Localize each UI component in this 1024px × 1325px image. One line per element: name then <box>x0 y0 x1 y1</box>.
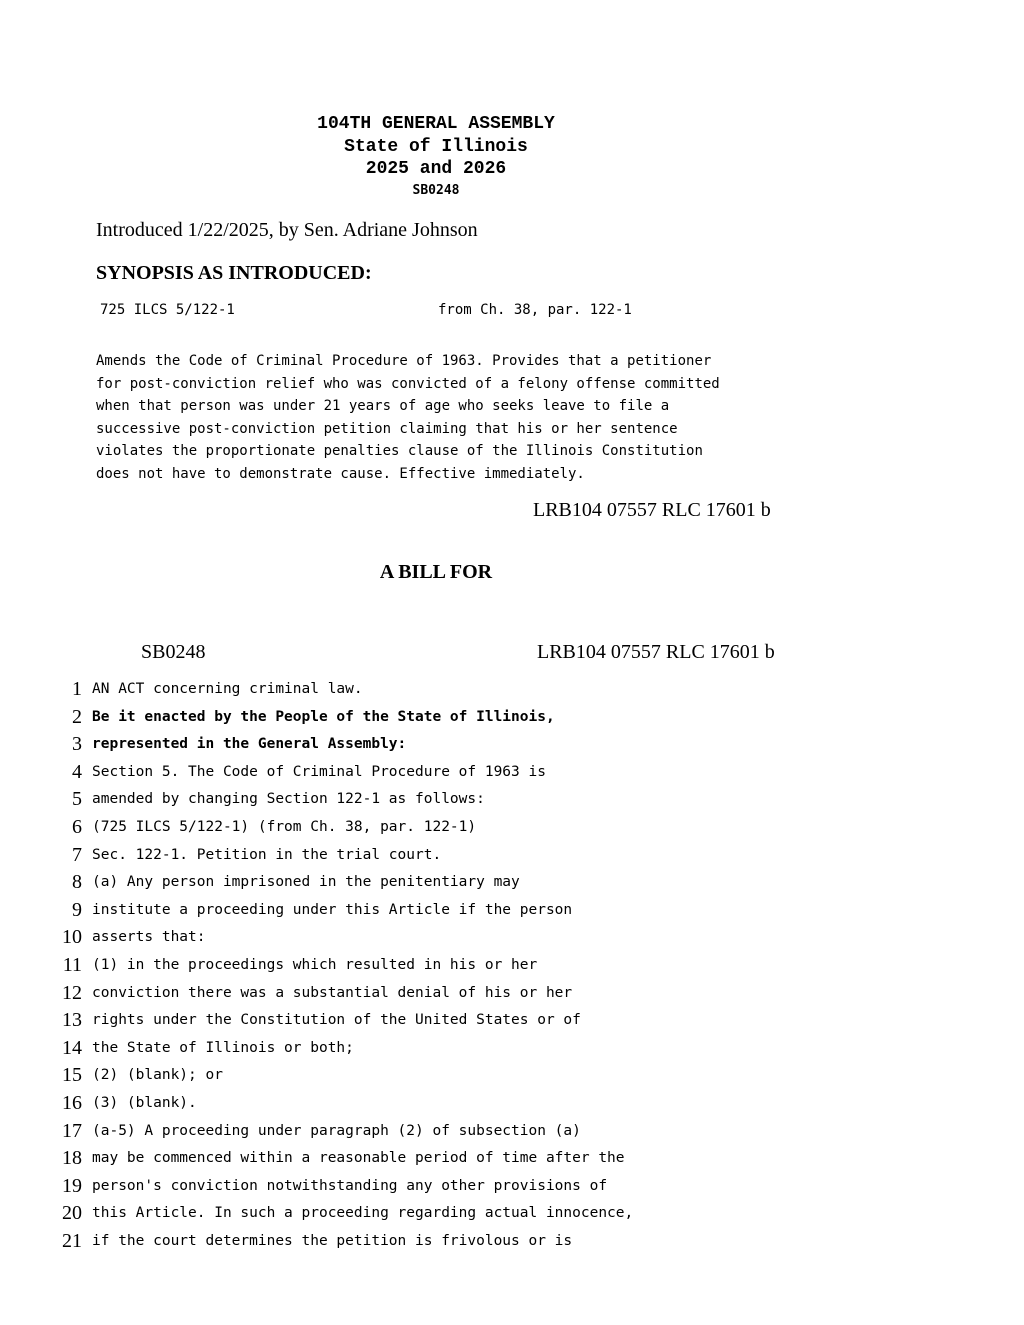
bill-line: Be it enacted by the People of the State of Illinois, <box>92 708 555 725</box>
introduced-line: Introduced 1/22/2025, by Sen. Adriane Johnson <box>96 219 478 241</box>
page-header-lrb: LRB104 07557 RLC 17601 b <box>537 641 775 663</box>
line-number: 16 <box>62 1092 82 1114</box>
bill-line: (a) Any person imprisoned in the penitentiary may <box>92 874 520 891</box>
synopsis-line: when that person was under 21 years of age who seeks leave to file a <box>96 398 670 414</box>
bill-line: amended by changing Section 122-1 as follows: <box>92 791 485 808</box>
bill-line: Section 5. The Code of Criminal Procedure of 1963 is <box>92 763 546 780</box>
bill-for-heading: A BILL FOR <box>379 561 493 583</box>
line-number: 13 <box>62 1009 82 1032</box>
page-header-bill: SB0248 <box>141 641 206 663</box>
bill-line: rights under the Constitution of the United States or of <box>92 1012 581 1029</box>
synopsis-title: SYNOPSIS AS INTRODUCED: <box>96 262 372 284</box>
bill-line: conviction there was a substantial denial of his or her <box>92 984 573 1001</box>
synopsis-line: does not have to demonstrate cause. Effective immediately. <box>96 466 585 482</box>
line-number: 11 <box>62 954 82 976</box>
line-number: 10 <box>62 926 82 949</box>
bill-line: AN ACT concerning criminal law. <box>92 681 363 697</box>
bill-number: SB0248 <box>412 183 460 198</box>
bill-line: if the court determines the petition is frivolous or is <box>92 1233 573 1249</box>
bill-line: the State of Illinois or both; <box>92 1039 354 1056</box>
line-number: 20 <box>62 1202 82 1225</box>
line-number: 2 <box>72 705 82 728</box>
line-number: 3 <box>72 733 82 756</box>
line-number: 4 <box>72 760 82 783</box>
synopsis-citation: 725 ILCS 5/122-1 <box>100 302 235 318</box>
synopsis-line: for post-conviction relief who was convicted of a felony offense committed <box>96 376 720 392</box>
bill-line: (a-5) A proceeding under paragraph (2) of subsection (a) <box>92 1122 581 1139</box>
bill-line: may be commenced within a reasonable period of time after the <box>92 1150 625 1167</box>
synopsis-from: from Ch. 38, par. 122-1 <box>438 302 632 318</box>
bill-line: person's conviction notwithstanding any other provisions of <box>92 1177 608 1194</box>
line-number: 7 <box>72 843 82 866</box>
synopsis-line: violates the proportionate penalties clause of the Illinois Constitution <box>96 443 703 459</box>
synopsis-line: successive post-conviction petition claiming that his or her sentence <box>96 421 678 437</box>
bill-line: Sec. 122-1. Petition in the trial court. <box>92 846 442 863</box>
bill-line: (725 ILCS 5/122-1) (from Ch. 38, par. 122-1) <box>92 819 477 835</box>
line-number: 15 <box>62 1064 82 1087</box>
line-number: 12 <box>62 981 82 1004</box>
bill-line: (3) (blank). <box>92 1095 197 1111</box>
bill-line: represented in the General Assembly: <box>92 736 407 753</box>
line-number: 8 <box>72 871 82 894</box>
line-number: 17 <box>62 1119 82 1142</box>
bill-line: asserts that: <box>92 929 206 946</box>
bill-line: institute a proceeding under this Article if the person <box>92 901 573 918</box>
line-number: 5 <box>72 788 82 811</box>
line-number: 14 <box>62 1036 82 1059</box>
bill-line: (2) (blank); or <box>92 1067 223 1084</box>
lrb-code: LRB104 07557 RLC 17601 b <box>533 499 771 521</box>
line-number: 9 <box>72 898 82 921</box>
bill-line: this Article. In such a proceeding regarding actual innocence, <box>92 1205 634 1222</box>
bill-line: (1) in the proceedings which resulted in his or her <box>92 957 538 973</box>
synopsis-line: Amends the Code of Criminal Procedure of 1963. Provides that a petitioner <box>96 353 712 369</box>
line-number: 21 <box>62 1230 82 1252</box>
assembly-title: 104TH GENERAL ASSEMBLY <box>317 114 555 134</box>
line-number: 19 <box>62 1174 82 1197</box>
state-title: State of Illinois <box>344 137 528 157</box>
line-number: 1 <box>72 678 82 700</box>
line-number: 6 <box>72 816 82 838</box>
session-years: 2025 and 2026 <box>365 159 507 179</box>
line-number: 18 <box>62 1147 82 1170</box>
